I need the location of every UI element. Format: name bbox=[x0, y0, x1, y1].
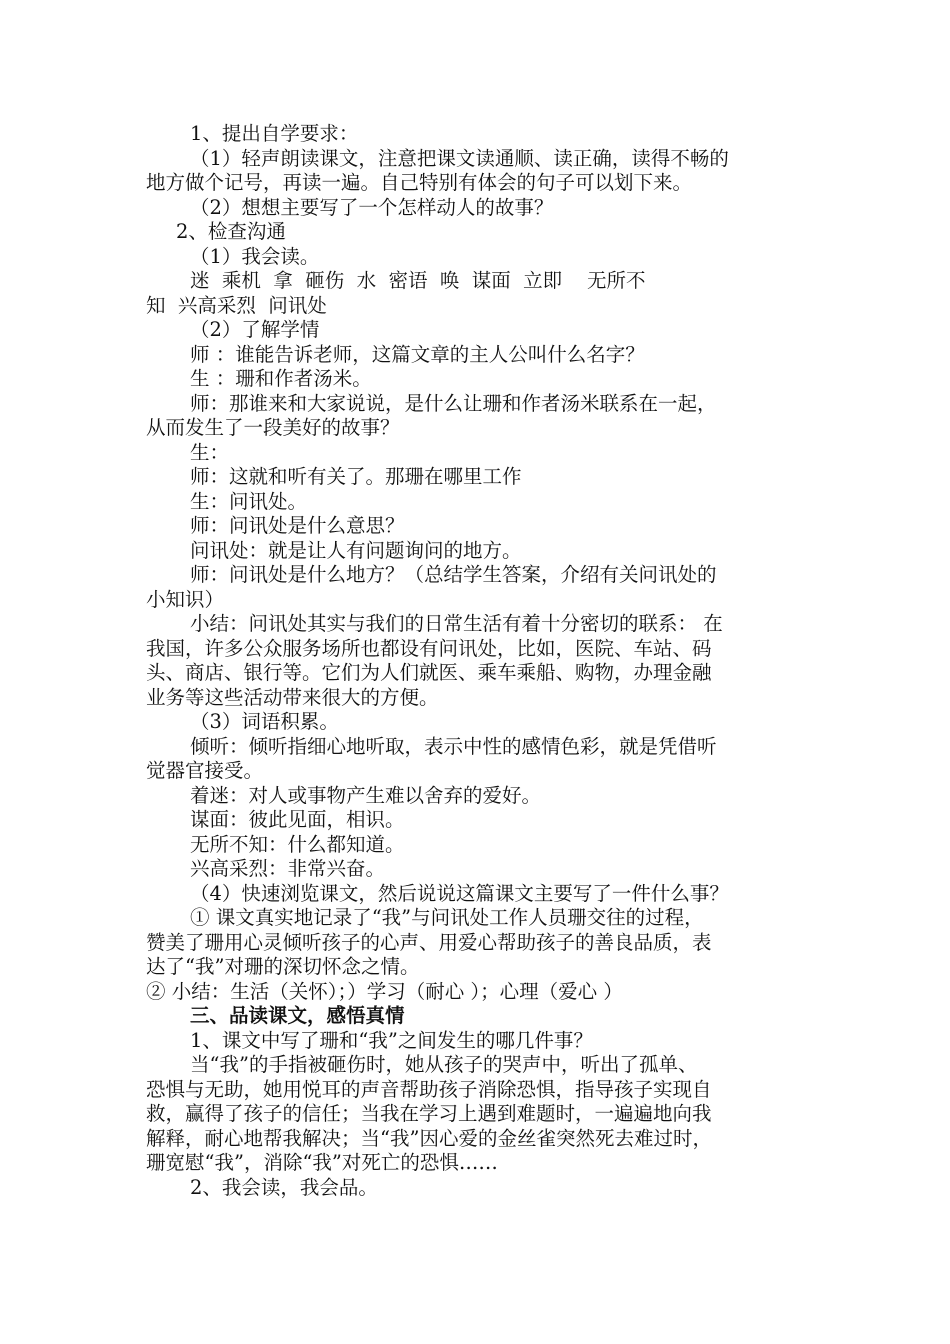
summary-line-4: 业务等这些活动带来很大的方便。 bbox=[146, 685, 439, 709]
requirement-2: （2）想想主要写了一个怎样动人的故事？ bbox=[190, 195, 554, 219]
dialog-teacher-5-line-2: 小知识） bbox=[146, 587, 225, 611]
summary-line-2: 我国，许多公众服务场所也都设有问讯处，比如，医院、车站、码 bbox=[146, 636, 712, 660]
learning-heading: （2）了解学情 bbox=[190, 318, 320, 341]
dialog-teacher-2-line-1: 师：那谁来和大家说说，是什么让珊和作者汤米联系在一起， bbox=[190, 391, 717, 415]
dialog-teacher-1: 师 ：谁能告诉老师，这篇文章的主人公叫什么名字？ bbox=[190, 342, 645, 366]
document-page bbox=[146, 122, 810, 1200]
dialog-student-1: 生 ：珊和作者汤米。 bbox=[190, 367, 372, 390]
dialog-teacher-3: 师：这就和听有关了。那珊在哪里工作 bbox=[190, 465, 522, 488]
step-1-heading: 1、提出自学要求： bbox=[190, 122, 359, 145]
answer-line-2: 恐惧与无助，她用悦耳的声音帮助孩子消除恐惧，指导孩子实现自 bbox=[146, 1077, 712, 1101]
main-idea-line-3: 达了“我”对珊的深切怀念之情。 bbox=[146, 955, 420, 978]
word-omniscient: 无所不知：什么都知道。 bbox=[190, 832, 405, 856]
question-1: 1、课文中写了珊和“我”之间发生的哪几件事？ bbox=[190, 1028, 593, 1052]
answer-line-5: 珊宽慰“我”，消除“我”对死亡的恐惧…… bbox=[146, 1151, 498, 1174]
answer-line-3: 救，赢得了孩子的信任；当我在学习上遇到难题时，一遍遍地向我 bbox=[146, 1102, 712, 1125]
step-2-heading: 2、检查沟通 bbox=[176, 220, 286, 243]
word-fascinated: 着迷：对人或事物产生难以舍弃的爱好。 bbox=[190, 783, 542, 807]
summary-line-3: 头、商店、银行等。它们为人们就医、乘车乘船、购物，办理金融 bbox=[146, 661, 712, 684]
word-listen-line-1: 倾听：倾听指细心地听取，表示中性的感情色彩，就是凭借听 bbox=[190, 734, 717, 758]
dialog-teacher-2-line-2: 从而发生了一段美好的故事？ bbox=[146, 416, 400, 439]
dialog-student-3: 生：问讯处。 bbox=[190, 489, 308, 513]
step-2-read-and-appreciate: 2、我会读，我会品。 bbox=[190, 1175, 378, 1199]
word-accumulation-heading: （3）词语积累。 bbox=[190, 710, 339, 733]
dialog-teacher-5-line-1: 师：问讯处是什么地方？（总结学生答案，介绍有关问讯处的 bbox=[190, 563, 717, 586]
definition-inquiry-office: 问讯处：就是让人有问题询问的地方。 bbox=[190, 538, 522, 562]
requirement-1-line-2: 地方做个记号，再读一遍。自己特别有体会的句子可以划下来。 bbox=[146, 171, 693, 194]
dialog-student-2: 生： bbox=[190, 440, 230, 464]
word-elated: 兴高采烈：非常兴奋。 bbox=[190, 857, 386, 880]
main-idea-line-2: 赞美了珊用心灵倾听孩子的心声、用爱心帮助孩子的善良品质，表 bbox=[146, 930, 712, 954]
skim-task: （4）快速浏览课文，然后说说这篇课文主要写了一件什么事？ bbox=[190, 881, 729, 905]
answer-line-1: 当“我”的手指被砸伤时，她从孩子的哭声中，听出了孤单、 bbox=[190, 1053, 698, 1076]
main-idea-line-1: ① 课文真实地记录了“我”与问讯处工作人员珊交往的过程， bbox=[190, 906, 704, 929]
summary-care: ② 小结：生活（关怀）；）学习（耐心 ）；心理（爱心 ） bbox=[146, 979, 623, 1003]
vocabulary-list-line-1: 迷 乘机 拿 砸伤 水 密语 唤 谋面 立即 无所不 bbox=[190, 269, 646, 292]
requirement-1-line-1: （1）轻声朗读课文，注意把课文读通顺、读正确，读得不畅的 bbox=[190, 146, 729, 170]
section-3-heading: 三、品读课文，感悟真情 bbox=[190, 1004, 405, 1027]
word-listen-line-2: 觉器官接受。 bbox=[146, 759, 264, 782]
answer-line-4: 解释，耐心地帮我解决；当“我”因心爱的金丝雀突然死去难过时， bbox=[146, 1126, 712, 1150]
reading-heading: （1）我会读。 bbox=[190, 244, 320, 268]
summary-line-1: 小结：问讯处其实与我们的日常生活有着十分密切的联系： 在 bbox=[190, 612, 723, 635]
word-meet: 谋面：彼此见面，相识。 bbox=[190, 808, 405, 831]
vocabulary-list-line-2: 知 兴高采烈 问讯处 bbox=[146, 293, 327, 317]
dialog-teacher-4: 师：问讯处是什么意思？ bbox=[190, 514, 405, 537]
